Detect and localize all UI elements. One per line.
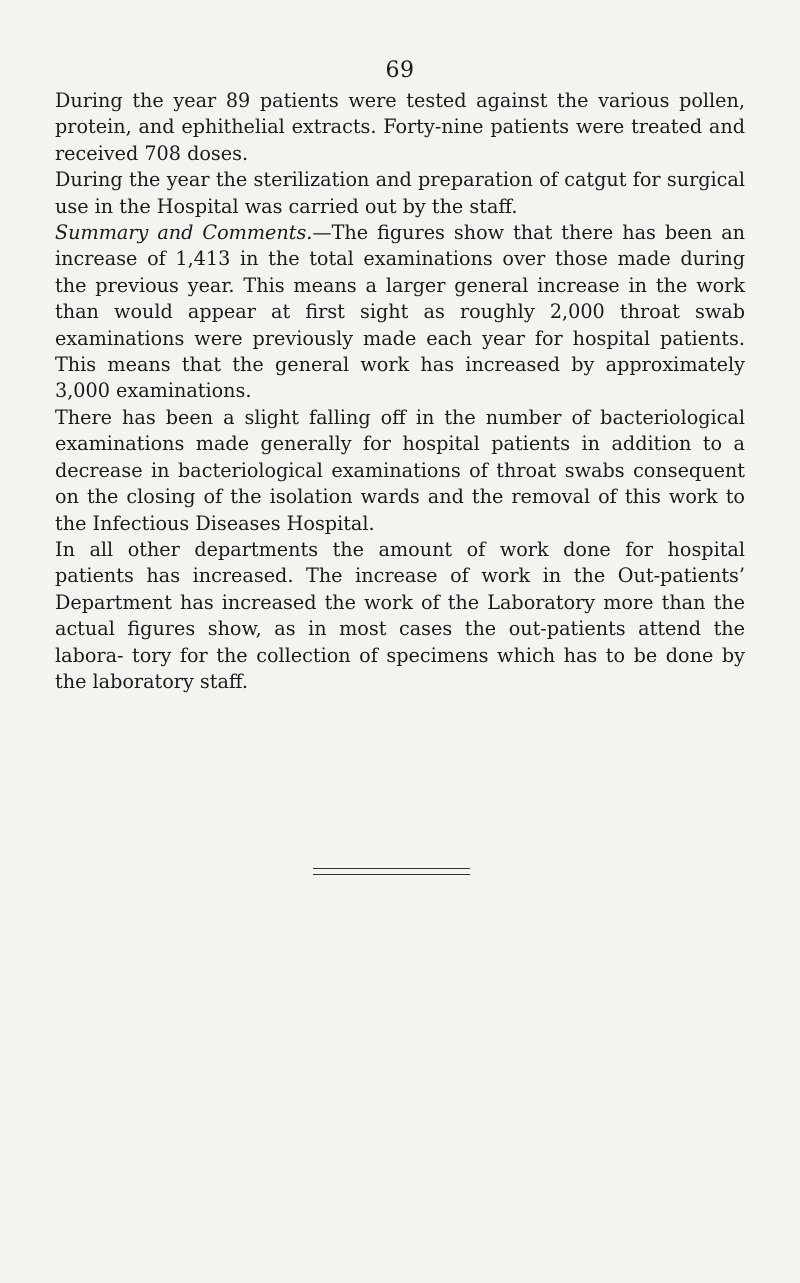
paragraph-summary-comments [55,220,745,405]
paragraph-text: —The figures show that there has been an increase of 1,413 in the total examinations over those made during the previous year. This means a larger general increase in the work than would appear at first sight as roughly 2,000 throat swab examinations were previously made each year for hospital patients. This means that the general work has increased by approximately 3,000 examinations. [55,221,745,403]
paragraph-text: In all other departments the amount of work done for hospital patients has increased. The increase of work in the Out-patients’ Department has increased the work of the Laboratory more than the actual figures show, as in most cases the out-patients attend the labora- tory for the collection of specimens which has to be done by the laboratory staff. [55,537,745,693]
paragraph-text: During the year 89 patients were tested against the various pollen, protein, and ephithelial extracts. Forty-nine patients were treated and received 708 doses. [55,89,745,165]
paragraph-catgut-sterilization [55,167,745,220]
paragraph-lead-heading: Summary and Comments. [55,221,313,245]
body-text [55,88,745,695]
paragraph-text: There has been a slight falling off in the number of bacteriological examinations made generally for hospital patients in addition to a decrease in bacteriological examinations of throat swabs consequent on the closing of the isolation wards and the removal of this work to the Infectious Diseases Hospital. [55,405,745,535]
section-divider-rule [313,868,470,875]
paragraph-other-departments [55,537,745,695]
paragraph-text: During the year the sterilization and preparation of catgut for surgical use in the Hospital was carried out by the staff. [55,168,745,218]
page-number: 69 [385,58,415,83]
paragraph-bacteriological-decrease [55,405,745,537]
paragraph-allergy-testing [55,88,745,167]
